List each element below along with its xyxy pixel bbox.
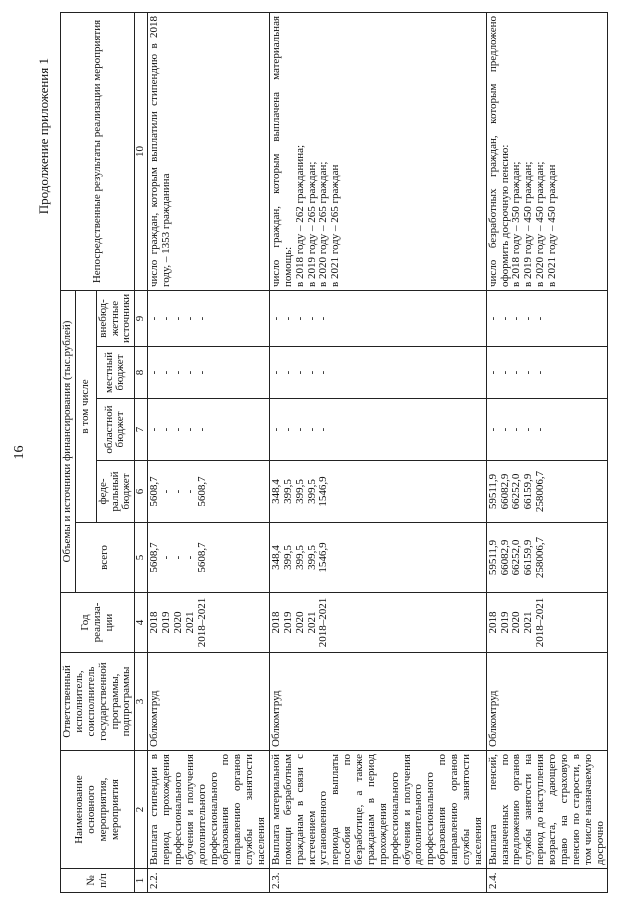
local-value: - xyxy=(522,370,535,375)
federal-value: - xyxy=(183,489,196,494)
extra-value: - xyxy=(522,316,535,321)
total-value: - xyxy=(183,555,196,560)
column-number-row xyxy=(135,12,148,892)
total-cell xyxy=(269,523,486,593)
column-number: 4 xyxy=(135,593,148,653)
extra-value: - xyxy=(183,316,196,321)
total-value: 1546,9 xyxy=(317,542,330,573)
regional-cell xyxy=(148,399,270,461)
extra-value: - xyxy=(281,316,294,321)
federal-cell xyxy=(486,461,608,523)
federal-value: 258006,7 xyxy=(534,470,547,513)
result-line: в 2019 году – 450 граждан; xyxy=(522,161,535,287)
regional-value: - xyxy=(522,427,535,432)
header-results: Непосредственные результаты реализации мероприятия xyxy=(61,12,135,290)
year-value: 2021 xyxy=(305,611,318,634)
local-value: - xyxy=(498,370,511,375)
year-value: 2020 xyxy=(510,611,523,634)
extra-cell xyxy=(486,290,608,346)
federal-value: 66252,0 xyxy=(510,473,523,510)
measure-name: Выплата стипендии в период прохождения профессионального обучения и получения дополнительного профессионального образования по направлению органов службы занятости населения xyxy=(148,751,270,869)
extra-value: - xyxy=(486,316,499,321)
header-name: Наименование основного мероприятия, мероприятия xyxy=(61,751,135,869)
extra-value: - xyxy=(510,316,523,321)
federal-cell xyxy=(148,461,270,523)
total-value: 399,5 xyxy=(293,545,306,570)
local-value: - xyxy=(305,370,318,375)
extra-cell xyxy=(269,290,486,346)
local-value: - xyxy=(269,370,282,375)
year-value: 2020 xyxy=(293,611,306,634)
result-line: в 2020 году – 265 граждан; xyxy=(317,161,330,287)
year-value: 2020 xyxy=(171,611,184,634)
federal-cell xyxy=(269,461,486,523)
extra-value: - xyxy=(498,316,511,321)
row-number: 2.3. xyxy=(269,869,486,893)
local-value: - xyxy=(148,370,161,375)
years-cell xyxy=(148,593,270,653)
result-line: в 2018 году – 262 гражданина; xyxy=(293,144,306,287)
header-regional: областной бюджет xyxy=(96,399,135,461)
extra-value: - xyxy=(160,316,172,321)
regional-value: - xyxy=(305,427,318,432)
column-number: 5 xyxy=(135,523,148,593)
header-federal: феде-ральный бюджет xyxy=(96,461,135,523)
total-value: - xyxy=(160,555,172,560)
regional-value: - xyxy=(269,427,282,432)
column-number: 10 xyxy=(135,12,148,290)
column-number: 1 xyxy=(135,869,148,893)
total-value: 5608,7 xyxy=(148,542,161,573)
federal-value: 399,5 xyxy=(281,479,294,504)
year-value: 2018–2021 xyxy=(195,597,208,648)
extra-value: - xyxy=(269,316,282,321)
extra-value: - xyxy=(317,316,330,321)
total-value: 66082,9 xyxy=(498,539,511,576)
result-line: в 2021 году – 265 граждан xyxy=(329,164,342,287)
federal-value: 348,4 xyxy=(269,479,282,504)
year-value: 2019 xyxy=(498,611,511,634)
executor: Облкомтруд xyxy=(486,653,608,751)
regional-value: - xyxy=(281,427,294,432)
column-number: 6 xyxy=(135,461,148,523)
federal-value: - xyxy=(160,489,172,494)
year-value: 2018 xyxy=(148,611,161,634)
header-executor: Ответственный исполнитель, соисполнитель государственной программы, подпрограммы xyxy=(61,653,135,751)
local-value: - xyxy=(171,370,184,375)
measure-name: Выплата пенсий, назначенных по предложению органов службы занятости на период до наступления возраста, дающего право на страховую пенсию по старости, в том числе назначаемую досрочно xyxy=(486,751,608,869)
years-cell xyxy=(486,593,608,653)
total-value: 258006,7 xyxy=(534,536,547,579)
result-line: в 2019 году – 265 граждан; xyxy=(305,161,318,287)
federal-value: - xyxy=(171,489,184,494)
result-line: в 2018 году – 350 граждан; xyxy=(510,161,523,287)
year-value: 2018 xyxy=(486,611,499,634)
regional-cell xyxy=(269,399,486,461)
result-cell xyxy=(269,12,486,290)
federal-value: 1546,9 xyxy=(317,476,330,507)
year-value: 2018–2021 xyxy=(534,597,547,648)
local-value: - xyxy=(317,370,330,375)
total-value: 399,5 xyxy=(281,545,294,570)
header-year: Год реализа-ции xyxy=(61,593,135,653)
extra-value: - xyxy=(293,316,306,321)
local-value: - xyxy=(486,370,499,375)
column-number: 8 xyxy=(135,347,148,399)
total-value: 66159,9 xyxy=(522,539,535,576)
year-value: 2019 xyxy=(160,611,172,634)
result-cell xyxy=(486,12,608,290)
extra-value: - xyxy=(148,316,161,321)
result-line: число граждан, которым выплачена материальная помощь: xyxy=(269,15,294,287)
local-cell xyxy=(269,347,486,399)
regional-value: - xyxy=(498,427,511,432)
total-value: 348,4 xyxy=(269,545,282,570)
header-extrabudget: внебюд-жетные источники xyxy=(96,290,135,346)
program-table xyxy=(60,12,608,893)
year-value: 2021 xyxy=(522,611,535,634)
local-value: - xyxy=(183,370,196,375)
result-line: число безработных граждан, которым предложено оформить досрочную пенсию: xyxy=(486,15,511,287)
federal-value: 66082,9 xyxy=(498,473,511,510)
extra-value: - xyxy=(534,316,547,321)
regional-value: - xyxy=(510,427,523,432)
federal-value: 399,5 xyxy=(293,479,306,504)
total-value: 66252,0 xyxy=(510,539,523,576)
extra-value: - xyxy=(171,316,184,321)
total-cell xyxy=(486,523,608,593)
result-line: число граждан, которым выплатили стипендию в 2018 году, – 1353 гражданина xyxy=(148,15,172,287)
year-value: 2018 xyxy=(269,611,282,634)
regional-value: - xyxy=(183,427,196,432)
total-value: 399,5 xyxy=(305,545,318,570)
local-value: - xyxy=(281,370,294,375)
row-number: 2.2. xyxy=(148,869,270,893)
header-financing: Объемы и источники финансирования (тыс.рублей) xyxy=(61,290,76,592)
local-cell xyxy=(486,347,608,399)
regional-value: - xyxy=(534,427,547,432)
header-in-that: в том числе xyxy=(75,290,96,522)
table-row xyxy=(486,12,608,892)
column-number: 2 xyxy=(135,751,148,869)
federal-value: 399,5 xyxy=(305,479,318,504)
header-local: местный бюджет xyxy=(96,347,135,399)
extra-cell xyxy=(148,290,270,346)
header-total: всего xyxy=(75,523,134,593)
regional-cell xyxy=(486,399,608,461)
federal-value: 59511,9 xyxy=(486,473,499,510)
extra-value: - xyxy=(305,316,318,321)
local-value: - xyxy=(293,370,306,375)
result-line: в 2020 году – 450 граждан; xyxy=(534,161,547,287)
page-number: 16 xyxy=(12,445,27,460)
local-value: - xyxy=(534,370,547,375)
year-value: 2018–2021 xyxy=(317,597,330,648)
local-cell xyxy=(148,347,270,399)
continuation-label: Продолжение приложения 1 xyxy=(36,58,51,215)
years-cell xyxy=(269,593,486,653)
regional-value: - xyxy=(171,427,184,432)
extra-value: - xyxy=(195,316,208,321)
year-value: 2019 xyxy=(281,611,294,634)
total-value: 59511,9 xyxy=(486,539,499,576)
regional-value: - xyxy=(195,427,208,432)
total-value: 5608,7 xyxy=(195,542,208,573)
regional-value: - xyxy=(293,427,306,432)
column-number: 7 xyxy=(135,399,148,461)
total-cell xyxy=(148,523,270,593)
regional-value: - xyxy=(486,427,499,432)
result-line: в 2021 году – 450 граждан xyxy=(546,164,558,287)
regional-value: - xyxy=(160,427,172,432)
executor: Облкомтруд xyxy=(148,653,270,751)
total-value: - xyxy=(171,555,184,560)
federal-value: 5608,7 xyxy=(195,476,208,507)
table-row xyxy=(148,12,270,892)
header-num: № п/п xyxy=(61,869,135,893)
measure-name: Выплата материальной помощи безработным гражданам в связи с истечением установленного периода выплаты пособия по безработице, а также гражданам в период прохождения профессионального обучения и получения дополнительного профессионального образования по направлению органов службы занятости населения xyxy=(269,751,486,869)
column-number: 9 xyxy=(135,290,148,346)
executor: Облкомтруд xyxy=(269,653,486,751)
year-value: 2021 xyxy=(183,611,196,634)
local-value: - xyxy=(195,370,208,375)
result-cell xyxy=(148,12,270,290)
federal-value: 66159,9 xyxy=(522,473,535,510)
federal-value: 5608,7 xyxy=(148,476,161,507)
row-number: 2.4. xyxy=(486,869,608,893)
table-row xyxy=(269,12,486,892)
regional-value: - xyxy=(317,427,330,432)
regional-value: - xyxy=(148,427,161,432)
local-value: - xyxy=(510,370,523,375)
column-number: 3 xyxy=(135,653,148,751)
local-value: - xyxy=(160,370,172,375)
